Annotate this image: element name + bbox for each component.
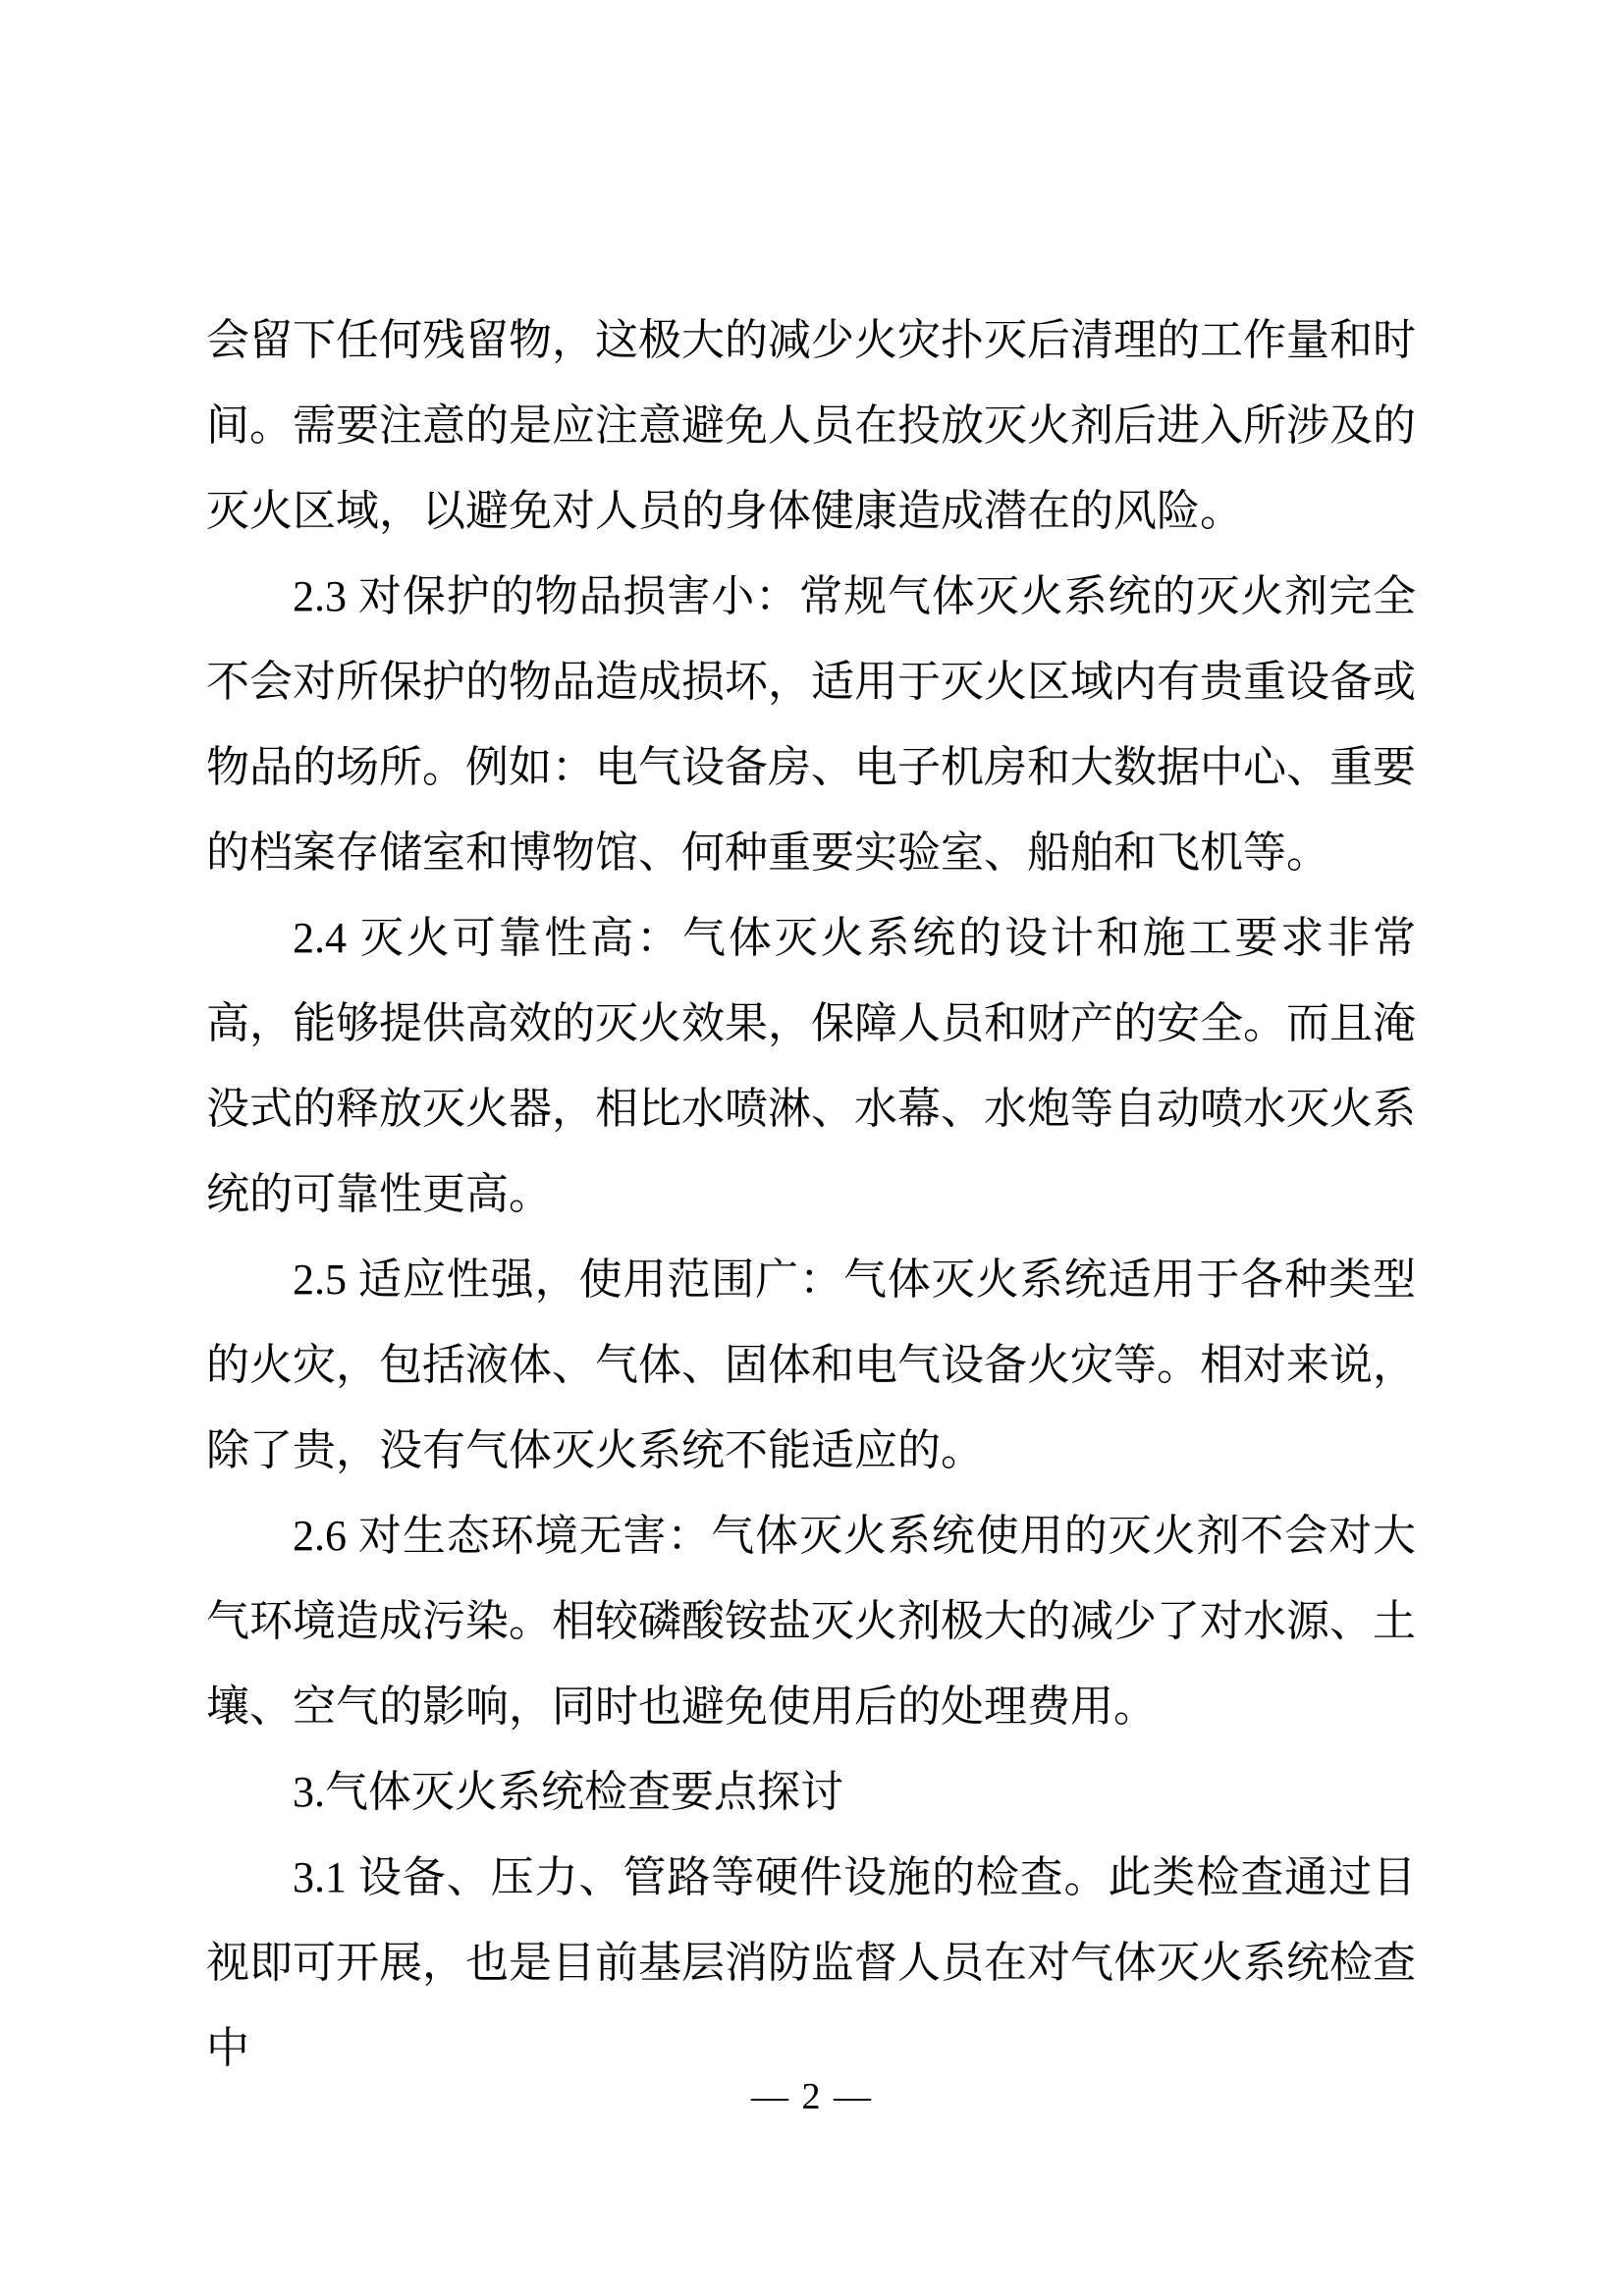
paragraph-text: 会留下任何残留物，这极大的减少火灾扑灭后清理的工作量和时间。需要注意的是应注意避免人员在投放灭火剂后进入所涉及的灭火区域，以避免对人员的身体健康造成潜在的风险。 — [206, 316, 1416, 535]
page-number: — 2 — — [751, 2076, 873, 2117]
paragraph-text: 对保护的物品损害小：常规气体灭火系统的灭火剂完全不会对所保护的物品造成损坏，适用于灭火区域内有贵重设备或物品的场所。例如：电气设备房、电子机房和大数据中心、重要的档案存储室和博物馆、何种重要实验室、船舶和飞机等。 — [206, 572, 1417, 877]
paragraph-number: 3. — [293, 1768, 325, 1816]
paragraph-number: 3.1 — [293, 1853, 358, 1901]
paragraph-number: 2.4 — [293, 914, 360, 962]
document-body — [206, 297, 1416, 2091]
paragraph-text: 设备、压力、管路等硬件设施的检查。此类检查通过目视即可开展，也是目前基层消防监督人员在对气体灭火系统检查中 — [206, 1853, 1417, 2072]
paragraph-number: 2.6 — [293, 1512, 358, 1560]
paragraph-text: 对生态环境无害：气体灭火系统使用的灭火剂不会对大气环境造成污染。相较磷酸铵盐灭火剂极大的减少了对水源、土壤、空气的影响，同时也避免使用后的处理费用。 — [206, 1512, 1417, 1731]
paragraph-text: 适应性强，使用范围广：气体灭火系统适用于各种类型的火灾，包括液体、气体、固体和电气设备火灾等。相对来说，除了贵，没有气体灭火系统不能适应的。 — [206, 1255, 1417, 1474]
paragraph-text: 气体灭火系统检查要点探讨 — [325, 1768, 843, 1816]
paragraph — [206, 297, 1416, 554]
paragraph — [206, 1237, 1416, 1493]
paragraph-number: 2.5 — [293, 1255, 358, 1304]
paragraph-number: 2.3 — [293, 572, 358, 620]
paragraph — [206, 1835, 1416, 2091]
paragraph — [206, 895, 1416, 1237]
paragraph — [206, 1493, 1416, 1749]
paragraph-text: 灭火可靠性高：气体灭火系统的设计和施工要求非常高，能够提供高效的灭火效果，保障人员和财产的安全。而且淹没式的释放灭火器，相比水喷淋、水幕、水炮等自动喷水灭火系统的可靠性更高。 — [206, 914, 1417, 1218]
paragraph-heading — [206, 1749, 1416, 1835]
paragraph — [206, 554, 1416, 895]
